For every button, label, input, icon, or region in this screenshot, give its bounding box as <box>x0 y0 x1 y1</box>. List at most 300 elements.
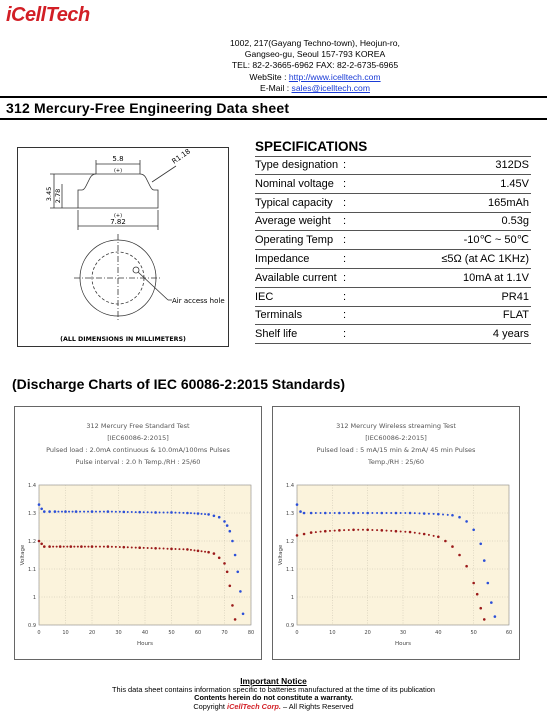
data-point <box>303 512 306 515</box>
data-point-interp <box>343 512 345 514</box>
data-point <box>229 530 232 533</box>
data-point <box>64 510 67 513</box>
data-point <box>40 543 43 546</box>
data-point <box>218 557 221 560</box>
data-point-interp <box>428 534 430 536</box>
data-point <box>242 613 245 616</box>
data-point-interp <box>151 547 153 549</box>
data-point-interp <box>320 512 322 514</box>
dim-height2-label: 2.78 <box>54 188 62 204</box>
website-line <box>150 72 480 83</box>
spec-value: 0.53g <box>501 215 529 228</box>
x-tick-label: 20 <box>88 630 96 636</box>
data-point <box>170 511 173 514</box>
data-point-interp <box>131 546 133 548</box>
spec-colon: : <box>343 177 347 190</box>
chart1-plot <box>15 407 263 661</box>
data-point-interp <box>315 531 317 533</box>
notice-line-3 <box>0 703 547 712</box>
data-point-interp <box>190 549 192 551</box>
battery-drawing-svg <box>18 148 228 346</box>
air-hole-label: Air access hole <box>172 297 225 305</box>
y-tick-label: 1.4 <box>28 483 36 489</box>
dimension-drawing <box>17 147 229 347</box>
chart2-sub-3: Temp./RH : 25/60 <box>367 458 425 466</box>
email-line <box>150 83 480 94</box>
data-point-interp <box>159 547 161 549</box>
data-point-interp <box>99 511 101 513</box>
data-point <box>310 531 313 534</box>
data-point-interp <box>442 513 444 515</box>
data-point-interp <box>119 511 121 513</box>
data-point-interp <box>376 529 378 531</box>
spec-key: Type designation <box>255 159 339 171</box>
data-point-interp <box>329 530 331 532</box>
email-label: E-Mail : <box>260 82 290 93</box>
data-point-interp <box>190 512 192 514</box>
data-point-interp <box>103 546 105 548</box>
data-point <box>324 512 327 515</box>
notice-line-1: This data sheet contains information specific to batteries manufactured at the time of its publication <box>112 684 435 694</box>
data-point-interp <box>433 535 435 537</box>
copyright-brand: iCellTech Corp. <box>227 701 281 711</box>
data-point-interp <box>135 511 137 513</box>
spec-row <box>255 157 531 175</box>
data-point <box>107 545 110 548</box>
data-point <box>38 540 41 543</box>
data-point <box>186 548 189 551</box>
data-point <box>75 510 78 513</box>
data-point <box>487 582 490 585</box>
data-point-interp <box>362 512 364 514</box>
data-point-interp <box>87 511 89 513</box>
y-tick-label: 1.2 <box>286 539 294 545</box>
x-tick-label: 40 <box>141 630 149 636</box>
data-point <box>123 546 126 549</box>
spec-value: 312DS <box>495 159 529 171</box>
data-point <box>352 529 355 532</box>
data-point-interp <box>320 531 322 533</box>
data-point <box>54 510 57 513</box>
x-axis-label: Hours <box>394 641 412 647</box>
y-tick-label: 1.1 <box>286 567 294 573</box>
page-title: 312 Mercury-Free Engineering Data sheet <box>6 100 290 116</box>
data-point-interp <box>68 511 70 513</box>
y-tick-label: 1 <box>290 595 294 601</box>
data-point <box>472 529 475 532</box>
data-point-interp <box>178 512 180 514</box>
data-point <box>395 512 398 515</box>
data-point <box>91 510 94 513</box>
data-point <box>213 515 216 518</box>
spec-row <box>255 213 531 231</box>
title-divider-bottom <box>0 118 547 120</box>
data-point-interp <box>204 551 206 553</box>
data-point-interp <box>127 511 129 513</box>
data-point-interp <box>159 511 161 513</box>
data-point-interp <box>127 546 129 548</box>
data-point <box>138 546 141 549</box>
data-point-interp <box>95 511 97 513</box>
spec-value: 1.45V <box>500 177 529 190</box>
spec-key: Impedance <box>255 253 310 265</box>
data-point <box>239 590 242 593</box>
drawing-caption: (ALL DIMENSIONS IN MILLIMETERS) <box>60 336 186 343</box>
spec-value: 4 years <box>492 328 529 341</box>
spec-row <box>255 176 531 194</box>
data-point-interp <box>348 512 350 514</box>
data-point <box>409 512 412 515</box>
data-point <box>494 615 497 618</box>
spec-key: Available current <box>255 271 337 284</box>
chart2-sub-1: [IEC60086-2:2015] <box>365 434 427 442</box>
data-point <box>395 530 398 533</box>
data-point <box>483 618 486 621</box>
data-point-interp <box>174 512 176 514</box>
data-point <box>381 512 384 515</box>
dim-dia-tol: (+) <box>113 213 123 219</box>
spec-key: Operating Temp <box>255 234 334 247</box>
chart1-sub-3: Pulse interval : 2.0 h Temp./RH : 25/60 <box>75 458 201 466</box>
data-point-interp <box>390 530 392 532</box>
spec-key: Average weight <box>255 215 331 228</box>
data-point <box>229 585 232 588</box>
chart1-sub-2: Pulsed load : 2.0mA continuous & 10.0mA/100ms Pulses <box>46 446 230 454</box>
spec-colon: : <box>343 159 347 171</box>
data-point-interp <box>404 531 406 533</box>
chart1-title: 312 Mercury Free Standard Test <box>86 422 190 430</box>
data-point-interp <box>84 546 86 548</box>
data-point <box>490 601 493 604</box>
data-point-interp <box>386 530 388 532</box>
data-point <box>223 562 226 565</box>
data-point <box>366 512 369 515</box>
title-divider-top <box>0 96 547 98</box>
data-point-interp <box>52 546 54 548</box>
data-point <box>423 512 426 515</box>
data-point-interp <box>115 546 117 548</box>
website-label: WebSite : <box>249 71 287 82</box>
data-point <box>213 552 216 555</box>
data-point-interp <box>56 546 58 548</box>
spec-row <box>255 251 531 269</box>
data-point <box>154 511 157 514</box>
data-point <box>154 547 157 550</box>
notice-title: Important Notice <box>240 676 307 686</box>
data-point <box>38 503 41 506</box>
data-point <box>338 512 341 515</box>
spec-value: ≤5Ω (at AC 1KHz) <box>441 253 529 265</box>
data-point-interp <box>390 512 392 514</box>
data-point <box>299 510 302 513</box>
data-point <box>451 545 454 548</box>
data-point <box>479 607 482 610</box>
data-point <box>123 511 126 514</box>
data-point <box>458 516 461 519</box>
y-tick-label: 0.9 <box>28 623 36 629</box>
spec-colon: : <box>343 309 347 322</box>
discharge-heading: (Discharge Charts of IEC 60086-2:2015 Standards) <box>12 376 346 392</box>
x-tick-label: 40 <box>435 630 442 636</box>
data-point-interp <box>371 512 373 514</box>
data-point <box>40 508 43 511</box>
spec-key: Terminals <box>255 309 303 322</box>
data-point-interp <box>147 547 149 549</box>
data-point <box>310 512 313 515</box>
y-tick-label: 1 <box>32 595 36 601</box>
data-point-interp <box>61 511 63 513</box>
spec-value: FLAT <box>502 309 529 322</box>
chart1-sub-1: [IEC60086-2:2015] <box>107 434 169 442</box>
data-point <box>437 513 440 516</box>
x-tick-label: 10 <box>329 630 336 636</box>
data-point-interp <box>400 512 402 514</box>
address-line-1: 1002, 217(Gayang Techno-town), Heojun-ro, <box>230 38 400 48</box>
important-notice <box>0 677 547 711</box>
website-link[interactable]: http://www.icelltech.com <box>288 71 381 82</box>
data-point <box>296 534 299 537</box>
x-tick-label: 30 <box>115 630 122 636</box>
x-tick-label: 0 <box>295 630 299 636</box>
data-point-interp <box>418 512 420 514</box>
data-point-interp <box>73 546 75 548</box>
data-point-interp <box>362 529 364 531</box>
data-point <box>207 513 210 516</box>
spec-row <box>255 195 531 213</box>
data-point-interp <box>131 511 133 513</box>
dim-top-label: 5.8 <box>112 155 124 163</box>
data-point-interp <box>447 514 449 516</box>
spec-colon: : <box>343 196 347 209</box>
spec-colon: : <box>343 290 347 303</box>
spec-value: 10mA at 1.1V <box>462 271 529 284</box>
data-point <box>423 533 426 536</box>
data-point-interp <box>178 548 180 550</box>
data-point <box>226 571 229 574</box>
data-point <box>472 582 475 585</box>
data-point-interp <box>99 546 101 548</box>
y-axis-label: Voltage <box>278 544 284 566</box>
data-point-interp <box>201 513 203 515</box>
data-point-interp <box>315 512 317 514</box>
data-point-interp <box>103 511 105 513</box>
dim-dia-label: 7.82 <box>110 218 126 226</box>
data-point <box>234 554 237 557</box>
data-point-interp <box>143 511 145 513</box>
data-point <box>352 512 355 515</box>
data-point <box>338 529 341 532</box>
spec-colon: : <box>343 271 347 284</box>
y-tick-label: 0.9 <box>286 623 294 629</box>
data-point-interp <box>87 546 89 548</box>
data-point <box>218 516 221 519</box>
data-point <box>43 545 46 548</box>
dim-radius-label: R1.18 <box>170 148 192 166</box>
x-tick-label: 0 <box>37 630 41 636</box>
data-point <box>409 531 412 534</box>
email-link[interactable]: sales@icelltech.com <box>291 82 370 93</box>
spec-row <box>255 326 531 344</box>
data-point <box>296 503 299 506</box>
spec-row <box>255 307 531 325</box>
chart-wireless-test <box>272 406 520 660</box>
data-point <box>48 545 51 548</box>
data-point <box>476 593 479 596</box>
data-point-interp <box>428 513 430 515</box>
data-point-interp <box>357 529 359 531</box>
data-point <box>324 530 327 533</box>
data-point-interp <box>386 512 388 514</box>
data-point <box>234 618 237 621</box>
data-point-interp <box>167 511 169 513</box>
data-point <box>70 545 73 548</box>
data-point-interp <box>433 513 435 515</box>
data-point-interp <box>400 530 402 532</box>
data-point-interp <box>57 511 59 513</box>
x-tick-label: 70 <box>221 630 228 636</box>
data-point-interp <box>111 546 113 548</box>
data-point-interp <box>201 550 203 552</box>
data-point-interp <box>77 546 79 548</box>
data-point <box>451 514 454 517</box>
spec-value: 165mAh <box>488 196 529 209</box>
data-point <box>80 545 83 548</box>
data-point-interp <box>376 512 378 514</box>
data-point-interp <box>182 548 184 550</box>
data-point-interp <box>115 511 117 513</box>
data-point <box>207 551 210 554</box>
data-point <box>465 520 468 523</box>
spec-value: PR41 <box>501 290 529 303</box>
data-point-interp <box>119 546 121 548</box>
data-point-interp <box>182 512 184 514</box>
copyright-post: – All Rights Reserved <box>280 701 354 711</box>
chart2-sub-2: Pulsed load : 5 mA/15 min & 2mA/ 45 min Pulses <box>316 446 476 454</box>
chart2-plot <box>273 407 521 661</box>
brand-logo: iCellTech <box>6 4 90 26</box>
spec-row <box>255 289 531 307</box>
dim-height-label: 3.45 <box>45 186 53 202</box>
spec-row <box>255 232 531 250</box>
data-point-interp <box>357 512 359 514</box>
x-tick-label: 60 <box>505 630 513 636</box>
data-point-interp <box>174 548 176 550</box>
x-tick-label: 60 <box>194 630 202 636</box>
spec-key: IEC <box>255 290 274 303</box>
spec-colon: : <box>343 215 347 228</box>
spec-key: Shelf life <box>255 328 298 341</box>
x-tick-label: 50 <box>470 630 477 636</box>
data-point-interp <box>414 512 416 514</box>
x-tick-label: 20 <box>364 630 371 636</box>
data-point <box>479 543 482 546</box>
data-point <box>91 545 94 548</box>
spec-row <box>255 270 531 288</box>
data-point <box>231 604 234 607</box>
data-point-interp <box>111 511 113 513</box>
data-point-interp <box>147 511 149 513</box>
spec-value: -10℃ ~ 50℃ <box>463 234 529 247</box>
data-point <box>465 565 468 568</box>
data-point-interp <box>163 548 165 550</box>
y-tick-label: 1.3 <box>286 511 294 517</box>
data-point-interp <box>334 530 336 532</box>
data-point <box>138 511 141 514</box>
data-point <box>437 536 440 539</box>
data-point <box>43 510 46 513</box>
spec-colon: : <box>343 328 347 341</box>
data-point-interp <box>163 511 165 513</box>
data-point-interp <box>79 511 81 513</box>
data-point-interp <box>204 513 206 515</box>
data-point <box>186 512 189 515</box>
data-point <box>366 529 369 532</box>
data-point-interp <box>135 547 137 549</box>
spec-key: Nominal voltage <box>255 177 334 190</box>
data-point <box>197 512 200 515</box>
data-point <box>170 548 173 551</box>
data-point-interp <box>414 532 416 534</box>
data-point-interp <box>193 512 195 514</box>
data-point-interp <box>66 546 68 548</box>
y-tick-label: 1.3 <box>28 511 36 517</box>
data-point <box>59 545 62 548</box>
data-point-interp <box>72 511 74 513</box>
data-point-interp <box>95 546 97 548</box>
data-point <box>48 510 51 513</box>
address-line-2: Gangseo-gu, Seoul 157-793 KOREA <box>244 49 386 60</box>
data-point <box>223 520 226 523</box>
data-point-interp <box>404 512 406 514</box>
spec-colon: : <box>343 253 347 265</box>
data-point <box>458 554 461 557</box>
data-point <box>226 524 229 527</box>
data-point-interp <box>334 512 336 514</box>
data-point-interp <box>143 547 145 549</box>
x-tick-label: 10 <box>62 630 69 636</box>
chart2-title: 312 Mercury Wireless streaming Test <box>336 422 456 430</box>
data-point <box>107 510 110 513</box>
notice-line-2: Contents herein do not constitute a warranty. <box>194 693 353 703</box>
y-tick-label: 1.4 <box>286 483 294 489</box>
y-tick-label: 1.1 <box>28 567 36 573</box>
data-point <box>231 540 234 543</box>
data-point <box>236 571 239 574</box>
data-point-interp <box>418 532 420 534</box>
data-point-interp <box>83 511 85 513</box>
data-point <box>303 533 306 536</box>
x-tick-label: 50 <box>168 630 175 636</box>
y-tick-label: 1.2 <box>28 539 36 545</box>
copyright-pre: Copyright <box>193 701 228 711</box>
data-point <box>483 559 486 562</box>
data-point-interp <box>151 511 153 513</box>
data-point-interp <box>348 529 350 531</box>
data-point-interp <box>329 512 331 514</box>
data-point-interp <box>371 529 373 531</box>
specifications-heading: SPECIFICATIONS <box>255 139 368 154</box>
y-axis-label: Voltage <box>20 544 26 566</box>
company-address <box>150 38 480 94</box>
data-point-interp <box>63 546 65 548</box>
chart-standard-test <box>14 406 262 660</box>
data-point <box>444 540 447 543</box>
data-point <box>381 529 384 532</box>
data-point-interp <box>343 529 345 531</box>
data-point <box>197 550 200 553</box>
x-tick-label: 80 <box>247 630 255 636</box>
x-tick-label: 30 <box>399 630 407 636</box>
